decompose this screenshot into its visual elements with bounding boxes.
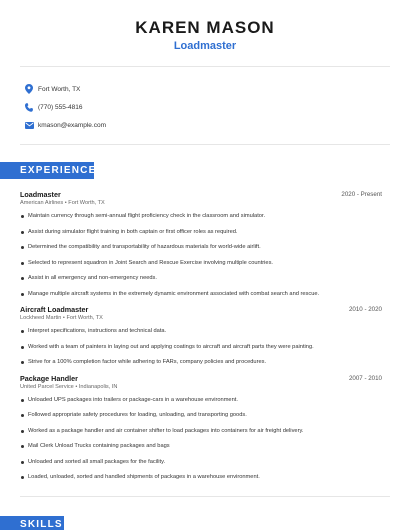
separator-dot: •	[62, 315, 67, 321]
bullet-icon	[21, 399, 24, 402]
divider	[20, 496, 390, 497]
bullet-icon	[21, 361, 24, 364]
contact-email	[20, 116, 106, 134]
job-2-title: Aircraft Loadmaster	[20, 305, 89, 314]
bullet-icon	[21, 215, 24, 218]
divider	[20, 144, 390, 145]
bullet-icon	[21, 346, 24, 349]
list-item: Assist during simulator flight training in both captain or first officer roles as required.	[21, 229, 237, 235]
job-1-title: Loadmaster	[20, 190, 61, 199]
list-item: Worked with a team of painters in laying out and applying coatings to aircraft and aircraft parts they were painting.	[21, 344, 314, 350]
divider	[20, 66, 390, 67]
resume-header	[0, 18, 410, 53]
bullet-icon	[21, 277, 24, 280]
experience-heading: EXPERIENCE	[0, 162, 94, 179]
bullet-icon	[21, 445, 24, 448]
job-3-employer	[20, 384, 117, 390]
contact-phone-text: (770) 555-4816	[38, 103, 83, 111]
bullet-icon	[21, 414, 24, 417]
list-item: Loaded, unloaded, sorted and handled shipments of packages in a warehouse environment.	[21, 474, 260, 480]
job-1-employer	[20, 200, 105, 206]
bullet-icon	[21, 262, 24, 265]
list-item: Manage multiple aircraft systems in the extremely dynamic environment associated with combat search and rescue.	[21, 291, 319, 297]
person-name: KAREN MASON	[135, 18, 275, 37]
job-3-dates: 2007 - 2010	[348, 375, 382, 382]
bullet-icon	[21, 330, 24, 333]
contact-location-text: Fort Worth, TX	[38, 85, 81, 93]
job-2-company: Lockheed Martin	[20, 315, 62, 321]
bullet-icon	[21, 231, 24, 234]
job-3-company: United Parcel Service	[20, 384, 74, 390]
job-3-location: Indianapolis, IN	[78, 384, 118, 390]
job-2-employer	[20, 315, 103, 321]
list-item: Maintain currency through semi-annual flight proficiency check in the classroom and simulator.	[21, 213, 265, 219]
skills-heading: SKILLS	[0, 516, 64, 530]
job-1-company: American Airlines	[20, 200, 64, 206]
job-2-dates: 2010 - 2020	[348, 306, 382, 313]
bullet-icon	[21, 476, 24, 479]
job-3-title: Package Handler	[20, 374, 78, 383]
list-item: Assist in all emergency and non-emergency needs.	[21, 275, 157, 281]
job-2-location: Fort Worth, TX	[66, 315, 103, 321]
list-item: Unloaded and sorted all small packages for the facility.	[21, 459, 165, 465]
contact-list	[20, 80, 106, 134]
list-item: Worked as a package handler and air container shifter to load packages into containers for air freight delivery.	[21, 428, 303, 434]
list-item: Followed appropriate safety procedures for loading, unloading, and transporting goods.	[21, 412, 247, 418]
list-item: Unloaded UPS packages into trailers or package-cars in a warehouse environment.	[21, 397, 238, 403]
separator-dot: •	[64, 200, 69, 206]
bullet-icon	[21, 293, 24, 296]
job-title-headline: Loadmaster	[173, 40, 237, 52]
location-pin-icon	[20, 82, 38, 96]
contact-email-text[interactable]: kmason@example.com	[38, 121, 107, 129]
list-item: Selected to represent squadron in Joint Search and Rescue Exercise involving multiple countries.	[21, 260, 273, 266]
list-item: Interpret specifications, instructions and technical data.	[21, 328, 166, 334]
bullet-icon	[21, 246, 24, 249]
list-item: Determined the compatibility and transportability of hazardous materials for world-wide airlift.	[21, 244, 261, 250]
separator-dot: •	[75, 384, 79, 390]
list-item: Mail Clerk Unload Trucks containing packages and bags	[21, 443, 170, 449]
contact-phone	[20, 98, 106, 116]
bullet-icon	[21, 461, 24, 464]
job-1-dates: 2020 - Present	[341, 191, 382, 198]
phone-icon	[20, 100, 38, 114]
mail-icon	[20, 118, 38, 132]
job-1-location: Fort Worth, TX	[68, 200, 105, 206]
list-item: Strive for a 100% completion factor while adhering to FARs, company policies and procedures.	[21, 359, 266, 365]
contact-location	[20, 80, 106, 98]
bullet-icon	[21, 430, 24, 433]
